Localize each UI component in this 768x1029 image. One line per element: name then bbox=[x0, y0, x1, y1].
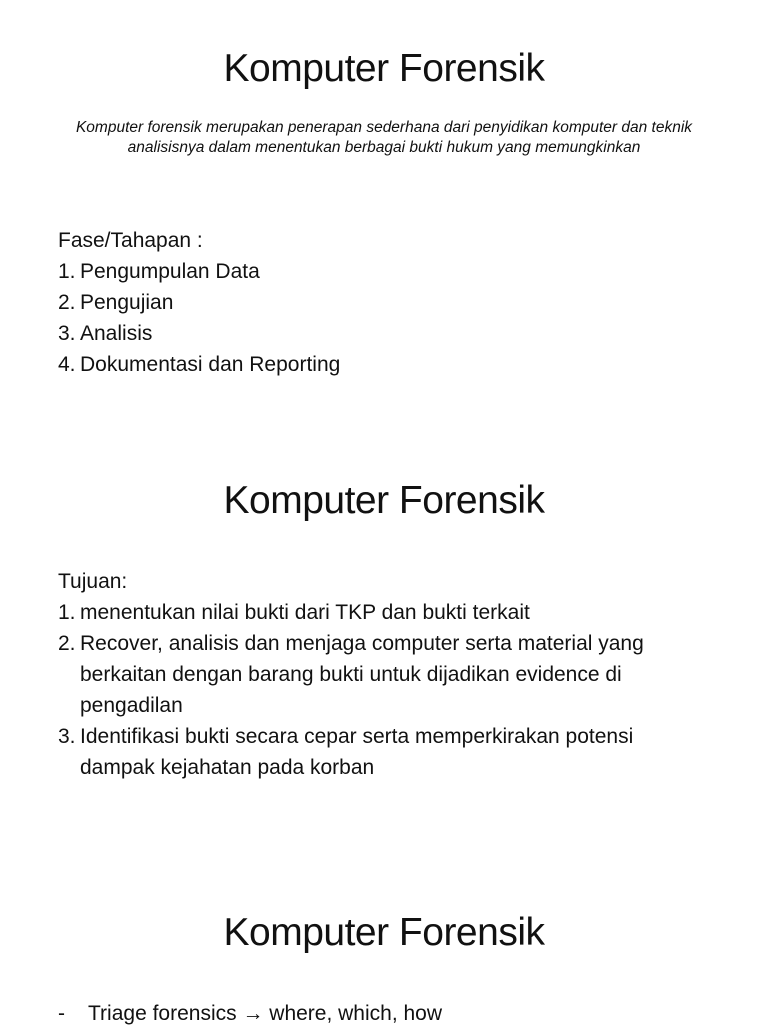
list-item-number: 3. bbox=[58, 725, 76, 748]
list-item-number: 4. bbox=[58, 353, 76, 376]
list-item-text: Triage forensics → where, which, how bbox=[88, 1002, 443, 1025]
list-item-text: Recover, analisis dan menjaga computer serta material yang berkaitan dengan barang bukti untuk dijadikan evidence di pengadilan bbox=[80, 632, 644, 717]
list-item-number: 1. bbox=[58, 260, 76, 283]
phases-list bbox=[58, 256, 738, 380]
goals-label: Tujuan: bbox=[58, 570, 128, 593]
list-item-number: 2. bbox=[58, 291, 76, 314]
slide-title: Komputer Forensik bbox=[223, 47, 545, 90]
list-item-text: Analisis bbox=[80, 322, 153, 345]
list-item bbox=[58, 628, 708, 721]
slide-intro-text: Komputer forensik merupakan penerapan sederhana dari penyidikan komputer dan teknik analisisnya dalam menentukan berbagai bukti hukum yang memungkinkan bbox=[75, 119, 693, 156]
list-item-number: 1. bbox=[58, 601, 76, 624]
list-item-text: Dokumentasi dan Reporting bbox=[80, 353, 341, 376]
list-item-number: 2. bbox=[58, 632, 76, 655]
list-item-text: Pengujian bbox=[80, 291, 174, 314]
list-item bbox=[58, 721, 708, 783]
list-item-text: menentukan nilai bukti dari TKP dan bukti terkait bbox=[80, 601, 530, 624]
list-item bbox=[58, 998, 738, 1029]
slide-title: Komputer Forensik bbox=[223, 911, 545, 954]
list-item bbox=[58, 287, 738, 318]
list-item-number: 3. bbox=[58, 322, 76, 345]
goals-list bbox=[58, 597, 708, 783]
dash-bullet: - bbox=[58, 1002, 65, 1025]
list-item bbox=[58, 318, 738, 349]
list-item-text: Pengumpulan Data bbox=[80, 260, 260, 283]
phases-label: Fase/Tahapan : bbox=[58, 229, 203, 252]
list-item bbox=[58, 349, 738, 380]
slide-title: Komputer Forensik bbox=[223, 479, 545, 522]
list-item bbox=[58, 256, 738, 287]
list-item-text: Identifikasi bukti secara cepar serta memperkirakan potensi dampak kejahatan pada korban bbox=[80, 725, 634, 779]
triage-list bbox=[58, 998, 738, 1029]
list-item bbox=[58, 597, 708, 628]
